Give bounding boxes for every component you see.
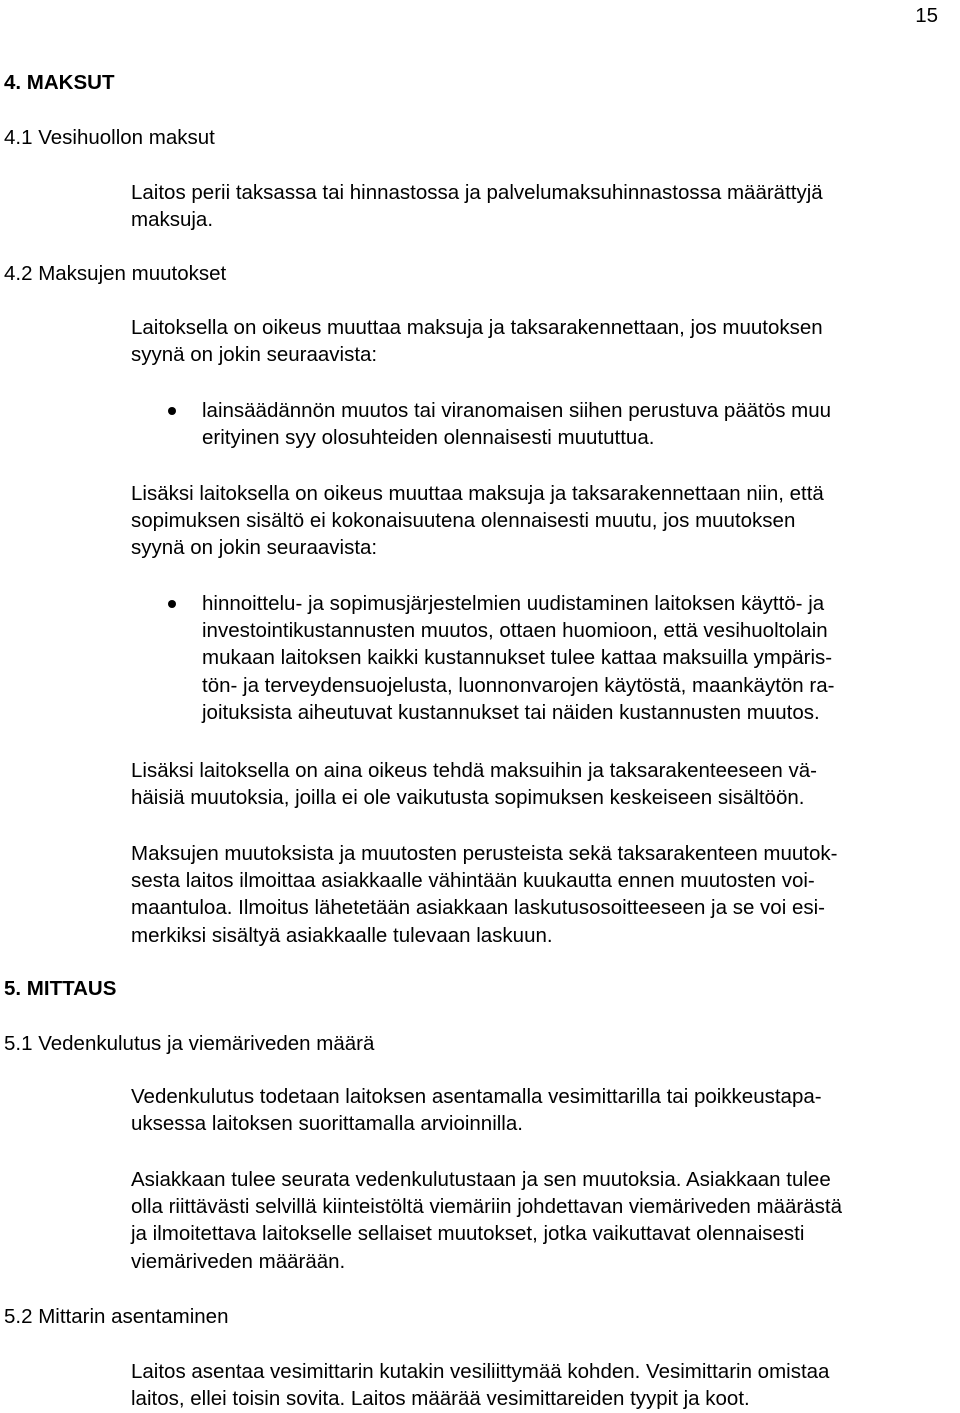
bullet-icon: [168, 407, 176, 415]
heading-4: 4. MAKSUT: [4, 71, 115, 94]
heading-5-2: 5.2 Mittarin asentaminen: [4, 1305, 229, 1328]
paragraph: Laitoksella on oikeus muuttaa maksuja ja taksarakennettaan, jos muutoksen syynä on jokin seuraavista:: [131, 316, 823, 367]
paragraph: Vedenkulutus todetaan laitoksen asentamalla vesimittarilla tai poikkeustapa- uksessa laitoksen suorittamalla arvioinnilla.: [131, 1085, 822, 1136]
heading-4-2: 4.2 Maksujen muutokset: [4, 262, 227, 285]
paragraph: Lisäksi laitoksella on oikeus muuttaa maksuja ja taksarakennettaan niin, että sopimuksen sisältö ei kokonaisuutena olennaisesti muutu, jos muutoksen syynä on jokin seuraavista:: [131, 482, 824, 560]
paragraph: Maksujen muutoksista ja muutosten perusteista sekä taksarakenteen muutok- sesta laitos ilmoittaa asiakkaalle vähintään kuukautta ennen muutosten voi- maantuloa. Ilmoitus lähetetään asiakkaan laskutusosoitteeseen ja se voi esi- merkiksi sisältyä asiakkaalle tulevaan laskuun.: [131, 842, 838, 947]
bullet-text: lainsäädännön muutos tai viranomaisen siihen perustuva päätös muu erityinen syy olosuhteiden olennaisesti muututtua.: [202, 399, 832, 450]
heading-4-1: 4.1 Vesihuollon maksut: [4, 126, 215, 149]
paragraph: Laitos asentaa vesimittarin kutakin vesiliittymää kohden. Vesimittarin omistaa laitos, ellei toisin sovita. Laitos määrää vesimittareiden tyypit ja koot.: [131, 1360, 830, 1411]
paragraph: Laitos perii taksassa tai hinnastossa ja palvelumaksuhinnastossa määrättyjä maksuja.: [131, 181, 823, 232]
heading-5: 5. MITTAUS: [4, 977, 117, 1000]
heading-5-1: 5.1 Vedenkulutus ja viemäriveden määrä: [4, 1032, 375, 1055]
bullet-icon: [168, 600, 176, 608]
bullet-text: hinnoittelu- ja sopimusjärjestelmien uudistaminen laitoksen käyttö- ja investointikustannusten muutos, ottaen huomioon, että vesihuoltolain mukaan laitoksen kaikki kustannukset tulee kattaa maksuilla ympäris- tön- ja terveydensuojelusta, luonnonvarojen käytöstä, maankäytön ra- joituksista aiheutuvat kustannukset tai näiden kustannusten muutos.: [202, 592, 835, 724]
paragraph: Asiakkaan tulee seurata vedenkulutustaan ja sen muutoksia. Asiakkaan tulee olla riittävästi selvillä kiinteistöltä viemäriin johdettavan viemäriveden määrästä ja ilmoitettava laitokselle sellaiset muutokset, jotka vaikuttavat olennaisesti viemäriveden määrään.: [131, 1168, 842, 1273]
paragraph: Lisäksi laitoksella on aina oikeus tehdä maksuihin ja taksarakenteeseen vä- häisiä muutoksia, joilla ei ole vaikutusta sopimuksen keskeiseen sisältöön.: [131, 759, 818, 810]
page-number: 15: [915, 4, 938, 27]
